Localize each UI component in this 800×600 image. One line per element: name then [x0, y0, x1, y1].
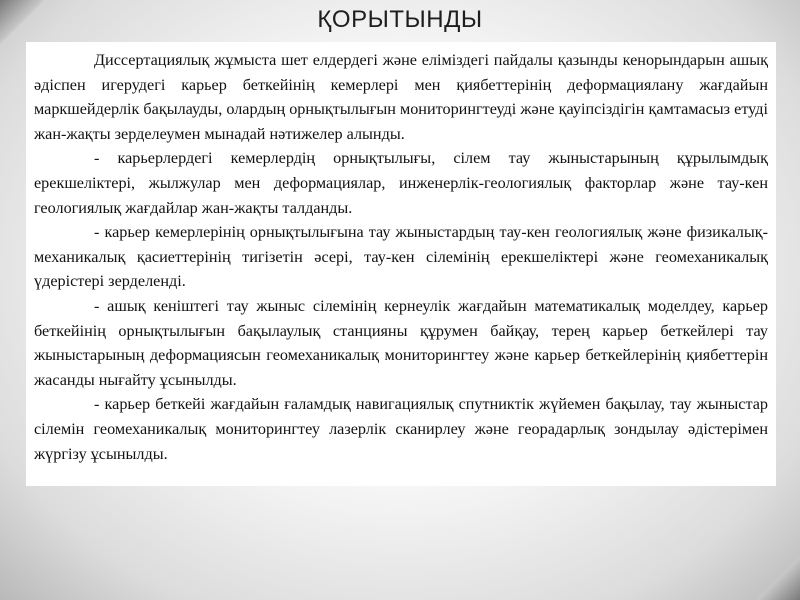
content-panel	[26, 42, 776, 486]
paragraph-bullet-2: - карьер кемерлерінің орнықтылығына тау жыныстардың тау-кен геологиялық және физикалық-механикалық қасиеттерінің тигізетін әсері, тау-кен сілемінің ерекшеліктері және геомеханикалық үдерістері зерделенді.	[34, 223, 768, 291]
corner-decoration-bottom-right	[756, 556, 800, 600]
paragraph-bullet-4: - карьер беткейі жағдайын ғаламдық навигациялық спутниктік жүйемен бақылау, тау жыныстар сілемін геомеханикалық мониторингтеу лазерлік сканирлеу және георадарлық зондылау әдістерімен жүргізу ұсынылды.	[34, 395, 768, 463]
paragraph-intro: Диссертациялық жұмыста шет елдердегі және еліміздегі пайдалы қазынды кенорындарын ашық әдіспен игерудегі карьер беткейінің кемерлері мен қиябеттерінің деформациялану жағдайын маркшейдерлік бақылауды, олардың орнықтылығын мониторингтеуді және қауіпсіздігін қамтамасыз етуді жан-жақты зерделеумен мынадай нәтижелер алынды.	[34, 51, 768, 143]
paragraph-bullet-1: - карьерлердегі кемерлердің орнықтылығы, сілем тау жыныстарының құрылымдық ерекшеліктері, жылжулар мен деформациялар, инженерлік-геологиялық факторлар және тау-кен геологиялық жағдайлар жан-жақты талданды.	[34, 149, 768, 217]
slide-title: ҚОРЫТЫНДЫ	[317, 6, 483, 33]
paragraph-bullet-3: - ашық кеніштегі тау жыныс сілемінің кернеулік жағдайын математикалық моделдеу, карьер беткейінің орнықтылығын бақылаулық станцияны құрумен байқау, терең карьер беткейлері тау жыныстарының деформациясын геомеханикалық мониторингтеу және карьер беткейлерінің қиябеттерін жасанды нығайту ұсынылды.	[34, 296, 768, 389]
